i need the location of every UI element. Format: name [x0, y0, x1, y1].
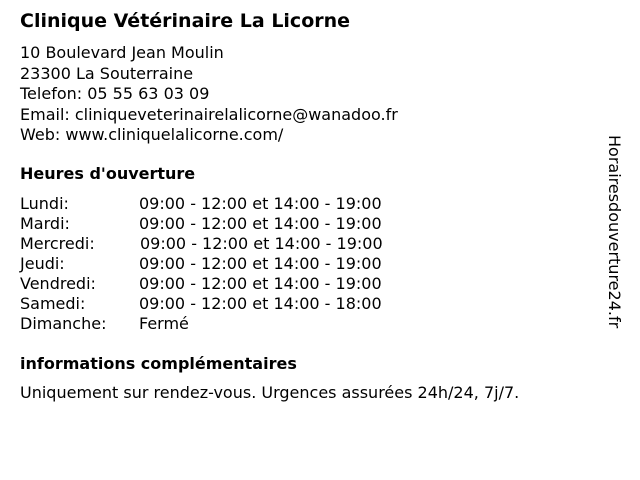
additional-info-text: Uniquement sur rendez-vous. Urgences assurées 24h/24, 7j/7. [20, 383, 520, 402]
day-hours: 09:00 - 12:00 et 14:00 - 19:00 [139, 274, 382, 293]
phone-line: Telefon: 05 55 63 03 09 [20, 84, 210, 103]
day-label: Jeudi: [20, 254, 65, 273]
address-block [20, 43, 398, 146]
day-hours: 09:00 - 12:00 et 14:00 - 19:00 [139, 194, 382, 213]
day-label: Mercredi: [20, 234, 95, 253]
day-label: Lundi: [20, 194, 69, 213]
opening-hours-heading: Heures d'ouverture [20, 164, 196, 183]
clinic-title: Clinique Vétérinaire La Licorne [20, 10, 351, 32]
day-hours: 09:00 - 12:00 et 14:00 - 18:00 [139, 294, 382, 313]
web-line: Web: www.cliniquelalicorne.com/ [20, 125, 284, 144]
city-line: 23300 La Souterraine [20, 63, 194, 83]
day-hours: Fermé [139, 314, 189, 333]
day-label: Dimanche: [20, 314, 107, 333]
additional-info-heading: informations complémentaires [20, 354, 297, 373]
day-label: Samedi: [20, 294, 86, 313]
day-hours: 09:00 - 12:00 et 14:00 - 19:00 [139, 214, 382, 233]
email-line: Email: cliniqueveterinairelalicorne@wanadoo.fr [20, 104, 398, 124]
day-label: Vendredi: [20, 274, 96, 293]
day-hours: 09:00 - 12:00 et 14:00 - 19:00 [139, 254, 382, 273]
day-hours: 09:00 - 12:00 et 14:00 - 19:00 [140, 234, 383, 253]
site-watermark: Horairesdouverture24.fr [605, 135, 624, 329]
street-line: 10 Boulevard Jean Moulin [20, 43, 224, 62]
day-label: Mardi: [20, 214, 70, 233]
